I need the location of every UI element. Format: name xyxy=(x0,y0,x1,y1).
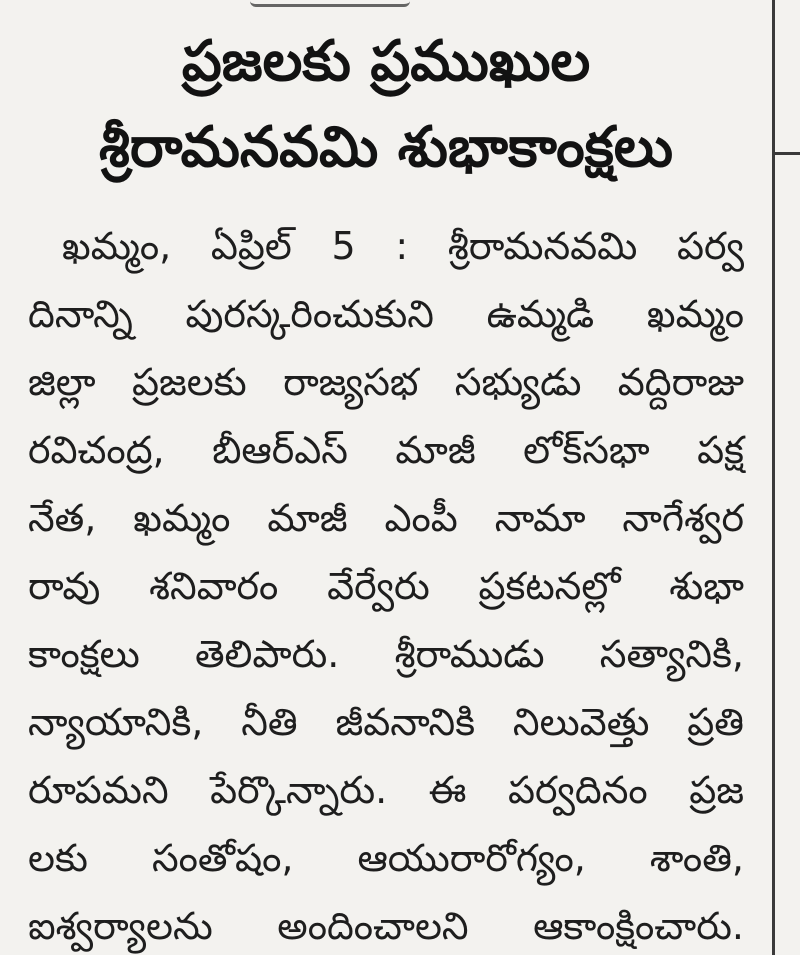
headline-line-2: శ్రీరామనవమి శుభాకాంక్షలు xyxy=(99,115,673,180)
clipped-previous-text xyxy=(0,0,770,8)
column-divider xyxy=(772,0,775,955)
body-line-11: ఐశ్వర్యాలను అందించాలని ఆకాంక్షించారు. xyxy=(28,904,744,948)
headline-line-1: ప్రజలకు ప్రముఖుల xyxy=(181,29,591,94)
body-line-4: రవిచంద్ర, బీఆర్ఎస్ మాజీ లోక్‌సభా పక్ష xyxy=(28,428,744,472)
body-line-6: రావు శనివారం వేర్వేరు ప్రకటనల్లో శుభా xyxy=(28,564,744,608)
body-line-7: కాంక్షలు తెలిపారు. శ్రీరాముడు సత్యానికి, xyxy=(28,632,744,676)
body-line-8: న్యాయానికి, నీతి జీవనానికి నిలువెత్తు ప్రతి xyxy=(28,700,744,744)
clipped-text-fragment xyxy=(250,0,410,7)
body-line-9: రూపమని పేర్కొన్నారు. ఈ పర్వదినం ప్రజ xyxy=(28,768,744,812)
body-line-5: నేత, ఖమ్మం మాజీ ఎంపీ నామా నాగేశ్వర xyxy=(28,496,744,540)
body-line-2: దినాన్ని పురస్కరించుకుని ఉమ్మడి ఖమ్మం xyxy=(28,292,744,336)
adjacent-column-rule xyxy=(775,152,800,155)
body-line-3: జిల్లా ప్రజలకు రాజ్యసభ సభ్యుడు వద్దిరాజు xyxy=(28,360,744,404)
body-line-1: ఖమ్మం, ఏప్రిల్ 5 : శ్రీరామనవమి పర్వ xyxy=(62,224,744,268)
body-line-10: లకు సంతోషం, ఆయురారోగ్యం, శాంతి, xyxy=(28,836,744,880)
